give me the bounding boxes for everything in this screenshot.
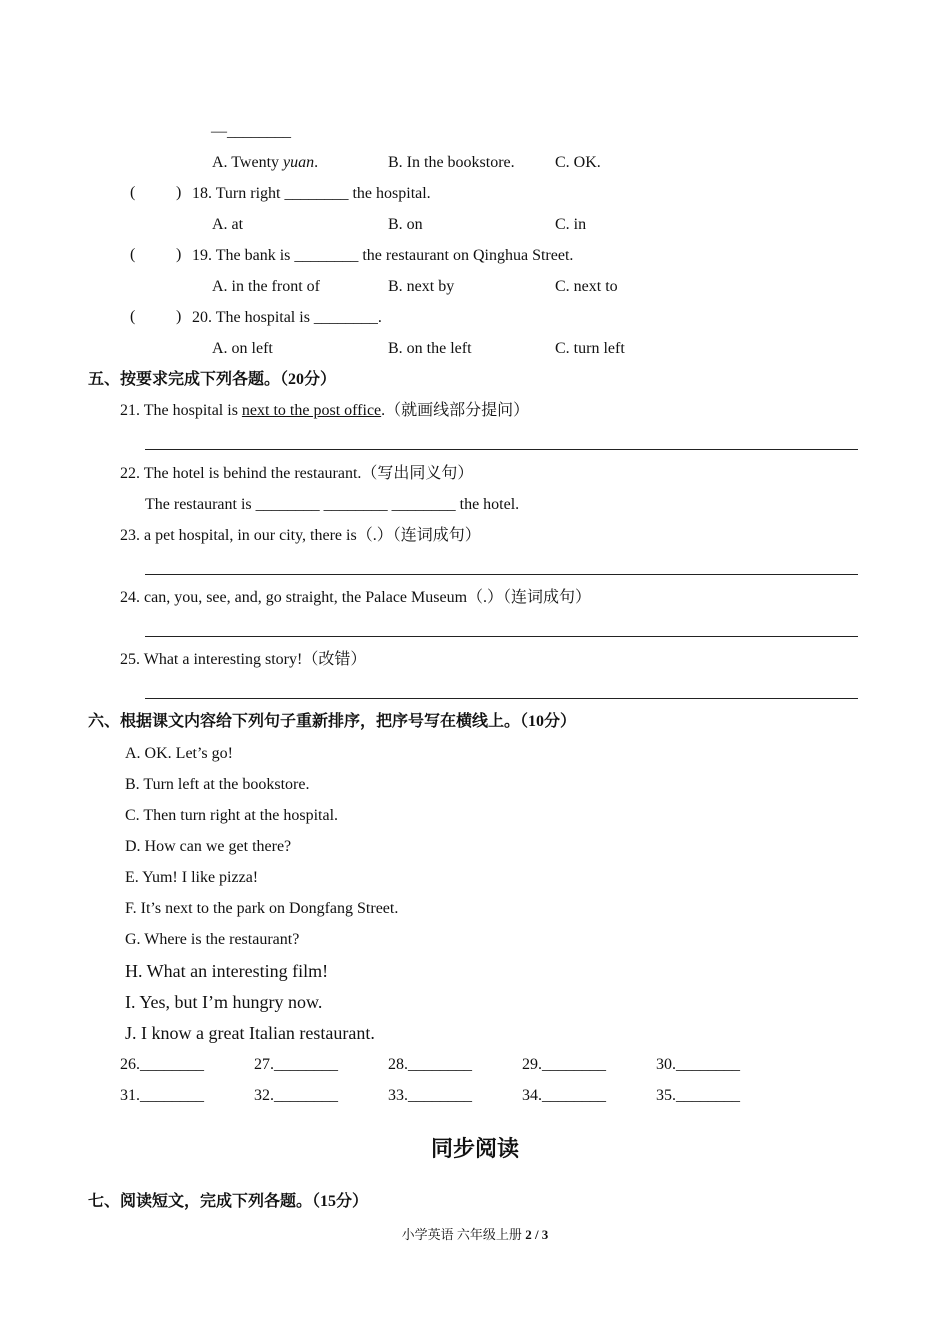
sync-reading-title: 同步阅读 <box>430 1136 519 1161</box>
sentence-i: I. Yes, but I’m hungry now. <box>125 992 323 1012</box>
q21-question <box>120 401 529 421</box>
q19-option-b: B. next by <box>388 278 455 295</box>
sentence-d: D. How can we get there? <box>125 838 292 855</box>
sentence-b: B. Turn left at the bookstore. <box>125 776 310 793</box>
q17-option-a <box>212 153 318 173</box>
q20-option-a: A. on left <box>212 340 273 357</box>
q19-option-c: C. next to <box>555 278 618 295</box>
q19-paren-close: ) <box>176 246 182 263</box>
q17-option-a-italic: yuan <box>283 154 315 171</box>
q20-option-c: C. turn left <box>555 340 625 357</box>
q18-option-a: A. at <box>212 216 244 233</box>
q18-stem: 18. Turn right ________ the hospital. <box>192 185 431 202</box>
q23-question: 23. a pet hospital, in our city, there is（.）（连词成句） <box>120 527 481 544</box>
q18-option-c: C. in <box>555 216 587 233</box>
section6-heading: 六、根据课文内容给下列句子重新排序，把序号写在横线上。（10分） <box>88 713 577 730</box>
q17-option-a-suffix: . <box>314 154 319 171</box>
sentence-f: F. It’s next to the park on Dongfang Street. <box>125 900 399 917</box>
blank-28[interactable]: 28.________ <box>388 1056 472 1073</box>
blank-26[interactable]: 26.________ <box>120 1056 204 1073</box>
sentence-a: A. OK. Let’s go! <box>125 745 233 762</box>
q19-option-a: A. in the front of <box>212 278 320 295</box>
sentence-e: E. Yum! I like pizza! <box>125 869 259 886</box>
blank-34[interactable]: 34.________ <box>522 1087 606 1104</box>
blank-33[interactable]: 33.________ <box>388 1087 472 1104</box>
q21-prefix: 21. The hospital is <box>120 402 242 419</box>
q25-question: 25. What a interesting story!（改错） <box>120 651 367 668</box>
q22-answer: The restaurant is ________ ________ ________ the hotel. <box>145 496 520 513</box>
blank-27[interactable]: 27.________ <box>254 1056 338 1073</box>
q17-option-c: C. OK. <box>555 154 601 171</box>
q18-paren-open: ( <box>130 184 136 201</box>
blank-29[interactable]: 29.________ <box>522 1056 606 1073</box>
section5-heading: 五、按要求完成下列各题。（20分） <box>88 371 337 388</box>
page-number: 2 / 3 <box>525 1227 549 1242</box>
blank-30[interactable]: 30.________ <box>656 1056 740 1073</box>
blank-32[interactable]: 32.________ <box>254 1087 338 1104</box>
q24-answer-line[interactable] <box>145 636 858 637</box>
blank-35[interactable]: 35.________ <box>656 1087 740 1104</box>
section7-heading: 七、阅读短文，完成下列各题。（15分） <box>88 1193 369 1210</box>
q18-option-b: B. on <box>388 216 423 233</box>
blank-31[interactable]: 31.________ <box>120 1087 204 1104</box>
q23-answer-line[interactable] <box>145 574 858 575</box>
q19-paren-open: ( <box>130 246 136 263</box>
q20-paren-open: ( <box>130 308 136 325</box>
q22-question: 22. The hotel is behind the restaurant.（写出同义句） <box>120 465 474 482</box>
sentence-c: C. Then turn right at the hospital. <box>125 807 339 824</box>
q21-suffix: .（就画线部分提问） <box>381 402 530 419</box>
q17-option-a-prefix: A. Twenty <box>212 154 284 171</box>
q19-stem: 19. The bank is ________ the restaurant on Qinghua Street. <box>192 247 574 264</box>
page-footer <box>0 1225 950 1245</box>
q21-underlined-part: next to the post office <box>241 402 382 419</box>
q25-answer-line[interactable] <box>145 698 858 699</box>
q20-option-b: B. on the left <box>388 340 472 357</box>
sentence-g: G. Where is the restaurant? <box>125 931 300 948</box>
q17-answer-blank: —________ <box>211 123 291 140</box>
q18-paren-close: ) <box>176 184 182 201</box>
q21-answer-line[interactable] <box>145 449 858 450</box>
footer-text: 小学英语 六年级上册 <box>401 1227 526 1242</box>
sentence-h: H. What an interesting film! <box>125 961 329 981</box>
q20-stem: 20. The hospital is ________. <box>192 309 382 326</box>
q20-paren-close: ) <box>176 308 182 325</box>
q24-question: 24. can, you, see, and, go straight, the Palace Museum（.）（连词成句） <box>120 589 592 606</box>
sentence-j: J. I know a great Italian restaurant. <box>125 1023 375 1043</box>
q17-option-b: B. In the bookstore. <box>388 154 515 171</box>
